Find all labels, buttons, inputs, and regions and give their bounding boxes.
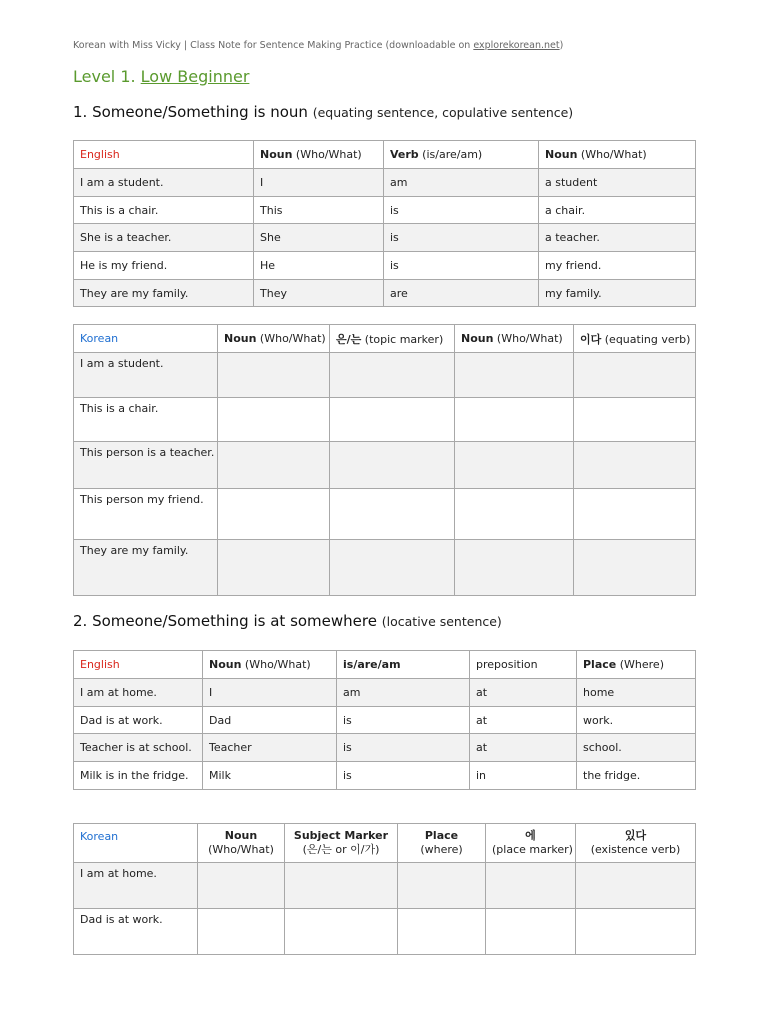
answer-cell[interactable] bbox=[198, 863, 285, 909]
table-row bbox=[74, 734, 696, 762]
table-cell: my family. bbox=[539, 280, 696, 307]
table-cell: Milk bbox=[203, 762, 337, 790]
table-row bbox=[74, 442, 696, 489]
table-row bbox=[74, 863, 696, 909]
answer-cell[interactable] bbox=[218, 442, 330, 489]
answer-cell[interactable] bbox=[455, 353, 574, 398]
table-cell: the fridge. bbox=[577, 762, 696, 790]
table-cell: at bbox=[470, 707, 577, 734]
table-cell: work. bbox=[577, 707, 696, 734]
table-cell: He is my friend. bbox=[74, 252, 254, 280]
answer-cell[interactable] bbox=[285, 909, 398, 955]
answer-cell[interactable] bbox=[330, 540, 455, 596]
answer-cell[interactable] bbox=[330, 353, 455, 398]
answer-cell[interactable] bbox=[455, 489, 574, 540]
level-title bbox=[73, 67, 249, 86]
table-cell: home bbox=[577, 679, 696, 707]
table-cell: She bbox=[254, 224, 384, 252]
table-row bbox=[74, 707, 696, 734]
answer-cell[interactable] bbox=[330, 442, 455, 489]
table-cell: He bbox=[254, 252, 384, 280]
section1-korean-table bbox=[73, 324, 696, 596]
column-header-place-marker: 에 (place marker) bbox=[486, 824, 576, 863]
table-cell: I am at home. bbox=[74, 679, 203, 707]
answer-cell[interactable] bbox=[285, 863, 398, 909]
answer-cell[interactable] bbox=[576, 909, 696, 955]
header-text: Korean with Miss Vicky | Class Note for Sentence Making Practice (downloadable on bbox=[73, 40, 474, 51]
column-header-english: English bbox=[74, 651, 203, 679]
answer-cell[interactable] bbox=[455, 398, 574, 442]
answer-cell[interactable] bbox=[218, 353, 330, 398]
table-cell: Dad is at work. bbox=[74, 909, 198, 955]
section1-title: 1. Someone/Something is noun bbox=[73, 103, 308, 121]
column-header-noun: Noun (Who/What) bbox=[203, 651, 337, 679]
table-cell: I am a student. bbox=[74, 169, 254, 197]
section2-korean-table bbox=[73, 823, 696, 955]
column-header-place: Place (where) bbox=[398, 824, 486, 863]
table-header-row bbox=[74, 824, 696, 863]
table-cell: This person is a teacher. bbox=[74, 442, 218, 489]
table-cell: am bbox=[337, 679, 470, 707]
column-header-verb: Verb (is/are/am) bbox=[384, 141, 539, 169]
answer-cell[interactable] bbox=[574, 489, 696, 540]
column-header-place: Place (Where) bbox=[577, 651, 696, 679]
section1-english-table bbox=[73, 140, 696, 307]
column-header-noun: Noun (Who/What) bbox=[198, 824, 285, 863]
table-cell: They are my family. bbox=[74, 540, 218, 596]
table-cell: Dad bbox=[203, 707, 337, 734]
section2-english-table bbox=[73, 650, 696, 790]
table-row bbox=[74, 252, 696, 280]
table-cell: This is a chair. bbox=[74, 398, 218, 442]
table-cell: is bbox=[384, 197, 539, 224]
answer-cell[interactable] bbox=[218, 540, 330, 596]
table-cell: in bbox=[470, 762, 577, 790]
table-cell: am bbox=[384, 169, 539, 197]
table-cell: I am at home. bbox=[74, 863, 198, 909]
column-header-noun: Noun (Who/What) bbox=[254, 141, 384, 169]
table-header-row bbox=[74, 651, 696, 679]
table-row bbox=[74, 197, 696, 224]
answer-cell[interactable] bbox=[330, 398, 455, 442]
header-suffix: ) bbox=[559, 40, 564, 51]
table-cell: is bbox=[337, 707, 470, 734]
table-row bbox=[74, 762, 696, 790]
section2-heading bbox=[73, 612, 502, 630]
level-name: Low Beginner bbox=[140, 67, 250, 86]
table-cell: I bbox=[254, 169, 384, 197]
table-cell: are bbox=[384, 280, 539, 307]
table-cell: This is a chair. bbox=[74, 197, 254, 224]
table-cell: at bbox=[470, 679, 577, 707]
table-cell: They bbox=[254, 280, 384, 307]
page-header bbox=[73, 40, 563, 51]
table-cell: school. bbox=[577, 734, 696, 762]
table-row bbox=[74, 224, 696, 252]
column-header-korean: Korean bbox=[74, 824, 198, 863]
column-header-verb: is/are/am bbox=[337, 651, 470, 679]
table-cell: is bbox=[384, 224, 539, 252]
section1-subtitle: (equating sentence, copulative sentence) bbox=[312, 105, 574, 120]
column-header-topic-marker: 은/는 (topic marker) bbox=[330, 325, 455, 353]
table-cell: is bbox=[337, 762, 470, 790]
table-cell: Dad is at work. bbox=[74, 707, 203, 734]
header-link[interactable]: explorekorean.net bbox=[473, 40, 560, 51]
table-row bbox=[74, 353, 696, 398]
column-header-korean: Korean bbox=[74, 325, 218, 353]
answer-cell[interactable] bbox=[576, 863, 696, 909]
answer-cell[interactable] bbox=[398, 909, 486, 955]
level-prefix: Level 1. bbox=[73, 67, 141, 86]
table-cell: at bbox=[470, 734, 577, 762]
table-cell: Teacher bbox=[203, 734, 337, 762]
table-cell: Teacher is at school. bbox=[74, 734, 203, 762]
answer-cell[interactable] bbox=[455, 442, 574, 489]
table-cell: a teacher. bbox=[539, 224, 696, 252]
section2-subtitle: (locative sentence) bbox=[381, 614, 502, 629]
answer-cell[interactable] bbox=[455, 540, 574, 596]
table-cell: This person my friend. bbox=[74, 489, 218, 540]
table-row bbox=[74, 679, 696, 707]
answer-cell[interactable] bbox=[574, 540, 696, 596]
section1-heading bbox=[73, 103, 573, 121]
table-cell: This bbox=[254, 197, 384, 224]
table-cell: is bbox=[384, 252, 539, 280]
column-header-equating-verb: 이다 (equating verb) bbox=[574, 325, 696, 353]
column-header-english: English bbox=[74, 141, 254, 169]
column-header-existence-verb: 있다 (existence verb) bbox=[576, 824, 696, 863]
table-cell: a chair. bbox=[539, 197, 696, 224]
table-header-row bbox=[74, 141, 696, 169]
table-row bbox=[74, 398, 696, 442]
column-header-subject-marker: Subject Marker (은/는 or 이/가) bbox=[285, 824, 398, 863]
answer-cell[interactable] bbox=[574, 398, 696, 442]
table-cell: They are my family. bbox=[74, 280, 254, 307]
table-row bbox=[74, 909, 696, 955]
table-cell: is bbox=[337, 734, 470, 762]
column-header-noun: Noun (Who/What) bbox=[455, 325, 574, 353]
table-cell: I am a student. bbox=[74, 353, 218, 398]
table-cell: I bbox=[203, 679, 337, 707]
table-cell: She is a teacher. bbox=[74, 224, 254, 252]
table-header-row bbox=[74, 325, 696, 353]
answer-cell[interactable] bbox=[218, 489, 330, 540]
table-cell: a student bbox=[539, 169, 696, 197]
answer-cell[interactable] bbox=[198, 909, 285, 955]
table-cell: my friend. bbox=[539, 252, 696, 280]
section2-title: 2. Someone/Something is at somewhere bbox=[73, 612, 377, 630]
table-row bbox=[74, 540, 696, 596]
answer-cell[interactable] bbox=[574, 353, 696, 398]
answer-cell[interactable] bbox=[398, 863, 486, 909]
table-row bbox=[74, 280, 696, 307]
column-header-noun: Noun (Who/What) bbox=[539, 141, 696, 169]
table-row bbox=[74, 169, 696, 197]
answer-cell[interactable] bbox=[218, 398, 330, 442]
answer-cell[interactable] bbox=[486, 863, 576, 909]
table-row bbox=[74, 489, 696, 540]
column-header-preposition: preposition bbox=[470, 651, 577, 679]
answer-cell[interactable] bbox=[330, 489, 455, 540]
table-cell: Milk is in the fridge. bbox=[74, 762, 203, 790]
answer-cell[interactable] bbox=[574, 442, 696, 489]
column-header-noun: Noun (Who/What) bbox=[218, 325, 330, 353]
answer-cell[interactable] bbox=[486, 909, 576, 955]
